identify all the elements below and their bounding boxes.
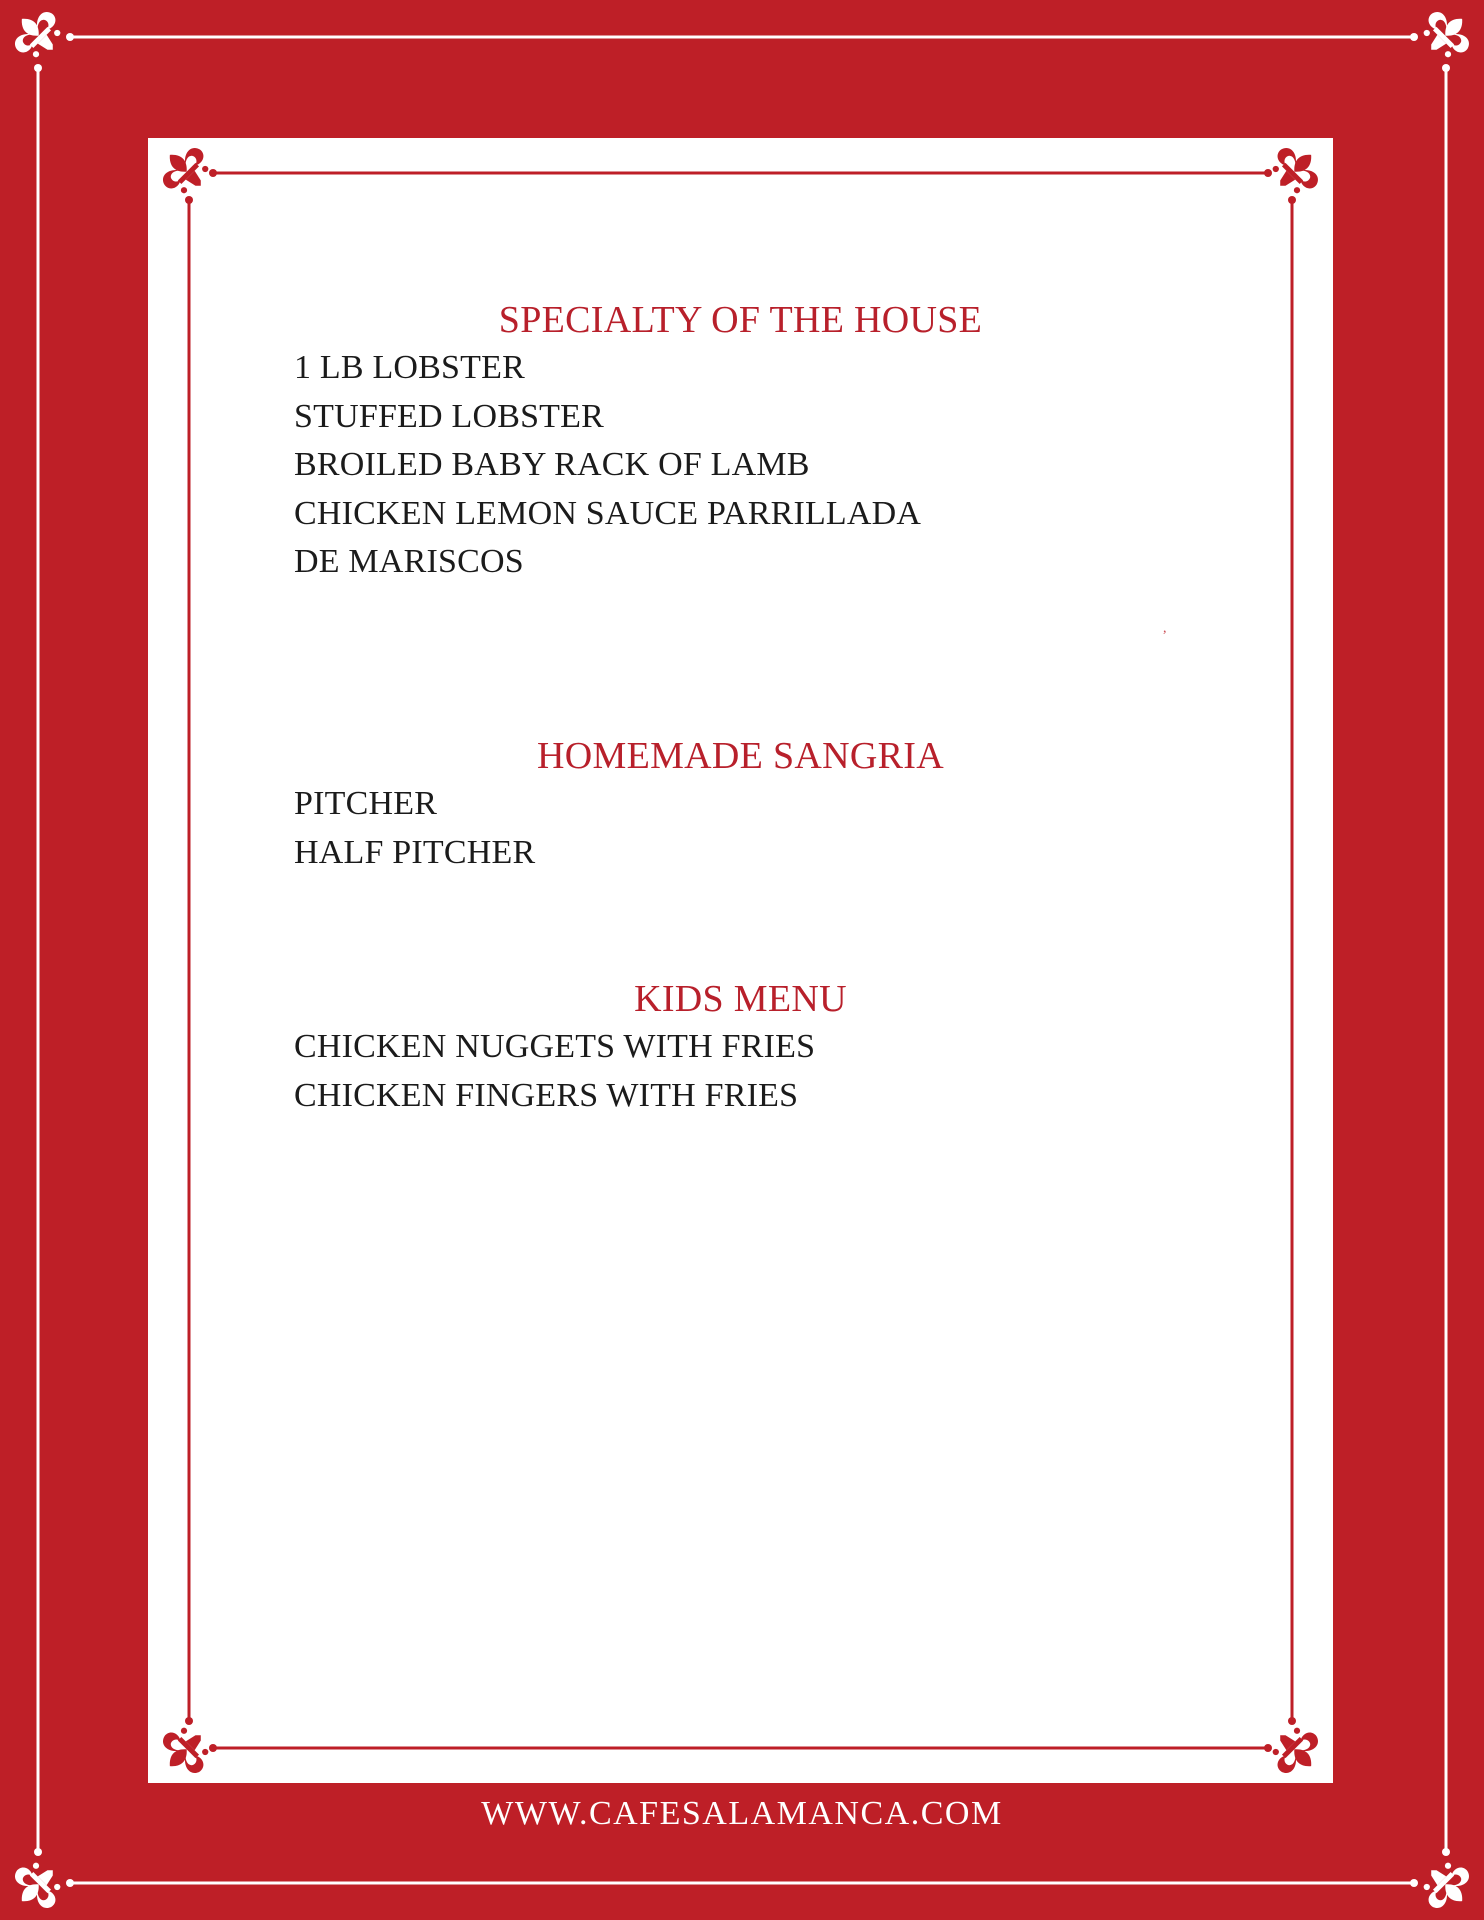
fleur-de-lis-icon (1262, 138, 1328, 204)
list-item: HALF PITCHER (294, 833, 536, 871)
fleur-de-lis-icon (152, 1717, 218, 1783)
list-item: 1 LB LOBSTER (294, 349, 525, 386)
kids-list (294, 1023, 815, 1120)
list-item: PITCHER (294, 785, 438, 822)
fleur-de-lis-icon (4, 1, 70, 67)
section-title-kids: KIDS MENU (634, 978, 847, 1020)
fleur-de-lis-icon (4, 1852, 70, 1918)
fleur-de-lis-icon (152, 138, 218, 204)
fleur-de-lis-icon (1262, 1717, 1328, 1783)
menu-panel (148, 138, 1333, 1783)
fleur-de-lis-icon (1413, 1852, 1479, 1918)
list-item: STUFFED LOBSTER (294, 397, 604, 435)
sangria-list (294, 780, 535, 877)
stray-mark: , (1163, 621, 1167, 636)
list-item: CHICKEN FINGERS WITH FRIES (294, 1076, 799, 1114)
specialty-list (294, 344, 921, 587)
list-item: BROILED BABY RACK OF LAMB (294, 446, 810, 483)
fleur-de-lis-icon (1413, 1, 1479, 67)
list-item: CHICKEN NUGGETS WITH FRIES (294, 1028, 816, 1065)
website-footer: WWW.CAFESALAMANCA.COM (481, 1795, 1003, 1832)
list-item: CHICKEN LEMON SAUCE PARRILLADA (294, 494, 922, 532)
section-title-sangria: HOMEMADE SANGRIA (537, 735, 944, 777)
section-title-specialty: SPECIALTY OF THE HOUSE (498, 299, 983, 341)
list-item: DE MARISCOS (294, 543, 524, 580)
